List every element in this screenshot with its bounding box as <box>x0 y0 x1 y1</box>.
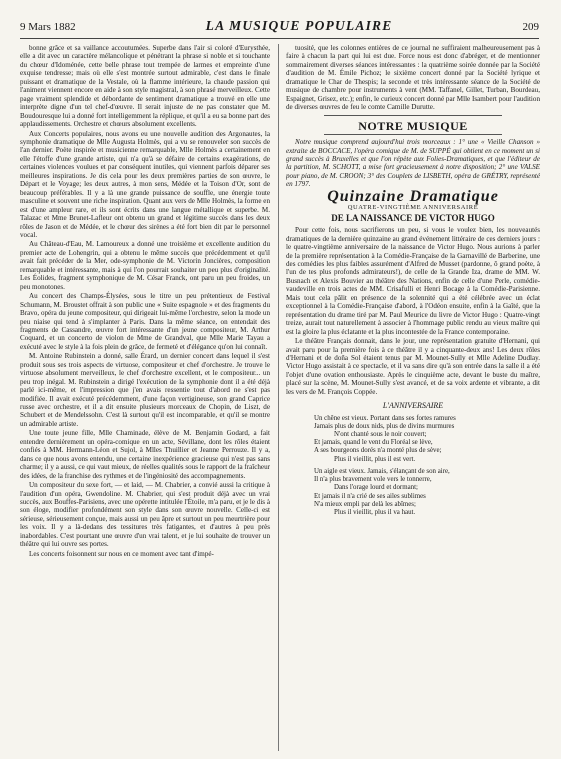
journal-title: LA MUSIQUE POPULAIRE <box>205 18 393 33</box>
left-paragraph: Au concert des Champs-Élysées, sous le titre un peu prétentieux de Festival Schumann, M. Broustet offrait à son public une « Suite espagnole » et des fragments du Bravo, opéra du jeune compositeur, qui dirigeait lui-même l'orchestre, selon la mode un peu niaise qui tend à s'implanter à Paris. Dans la même séance, on entendait des fragments de Cassandre, œuvre fort intéressante d'un jeune compositeur, M. Arthur Coquard, et un concerto de violon de Mme de Grandval, que Mlle Marie Tayau a exécuté avec le style à la fois plein de grâce, de fermeté et d'élégance qu'on lui connaît. <box>20 292 270 351</box>
quinzaine-heading: DE LA NAISSANCE DE VICTOR HUGO <box>331 212 495 223</box>
poem-line: Un chêne est vieux. Portant dans ses fortes ramures <box>314 414 456 422</box>
quinzaine-title: Quinzaine Dramatique <box>327 187 499 205</box>
left-paragraph: Les concerts foisonnent sur nous en ce moment avec tant d'impé- <box>29 549 214 558</box>
left-column <box>20 44 270 751</box>
page-header <box>20 18 539 39</box>
left-paragraph: Aux Concerts populaires, nous avons eu une nouvelle audition des Argonautes, la symphonie dramatique de Mlle Augusta Holmès, qui a vu se renouveler son succès de l'an dernier. Poète inspirée et musicienne remarquable, Mlle Holmès a certainement en elle l'étoffe d'une grande artiste, qui n'a qu'à se défaire de certains exagérations, de certaines violences voulues et par conséquent inutiles, qui viennent parfois déparer ses meilleures inspirations. Je dis cela pour les deux premières parties de son œuvre, le Départ et le Voyage; les deux autres, à mon sens, Médée et la Toison d'Or, sont de beaucoup préférables. Il y a là une grande puissance de souffle, une énergie toute masculine et souvent une riche inspiration. Quant aux vers de Mlle Holmès, la forme en est d'une ampleur rare, et ils sont écrits dans une langue métallique et superbe. M. Talazac et Mme Brunet-Lafleur ont obtenu un grand et légitime succès dans les deux rôles de Jason et de Médée, et le chœur des sirènes a été fort bien dit par le personnel vocal. <box>20 129 270 239</box>
poem-line: Il n'a plus bravement vole vers le tonnerre, <box>314 476 432 484</box>
issue-date: 9 Mars 1882 <box>20 21 76 33</box>
section-divider <box>324 134 502 135</box>
left-paragraph: bonne grâce et sa vaillance accoutumées. Superbe dans l'air si coloré d'Eurysthée, elle a dit avec un caractère mélancolique et pénétrant la phrase si noble et si touchante du chœur d'Idoménée, cette belle phrase tout trempée de larmes et empreinte d'une exquise tendresse; mais où elle s'est montrée surtout admirable, c'est dans le finale puissant et dramatique de la Vestale, où la flamme intérieure, la chaude passion qui l'animent viennent encore en aide à son style magistral, à son phrasé merveilleux. Cette page vraiment splendide et débordante de sentiment dramatique a trouvé en elle une interprète digne d'un tel chef-d'œuvre. Il serait injuste de ne pas constater que M. Boudouresque lui a donné fort intelligemment la réplique, et qu'il a eu sa bonne part des applaudissements. Orchestre et chœurs absolument excellents. <box>20 44 270 129</box>
poem-stanza <box>314 468 540 517</box>
page-number: 209 <box>522 21 539 33</box>
poem-line: N'ont chanté sous le noir couvert; <box>334 431 427 439</box>
poem-line: N'a mieux empli par delà les abîmes; <box>314 500 416 508</box>
poem-line: Plus il vieillit, plus il est vert. <box>334 455 416 463</box>
column-divider <box>278 44 279 751</box>
poem-line: Et jamais il n'a crié de ses ailes sublimes <box>314 492 426 500</box>
left-paragraph: Une toute jeune fille, Mlle Chaminade, élève de M. Benjamin Godard, a fait entendre dernièrement un opéra-comique en un acte, Sévillane, dont les rôles étaient confiés à MM. Hermann-Léon et Sujol, à Mlles Thuillier et Jeanne Perrouze. Il y a, dans ce que nous avons entendu, une certaine inexpérience gracieuse qui n'est pas sans charme; il y a aussi, ce qui vaut mieux, de réelles qualités sous le rapport de la fraîcheur des idées, de la franchise des rythmes et de l'ingéniosité des accompagnements. <box>20 429 270 480</box>
notre-musique-title: NOTRE MUSIQUE <box>358 118 468 133</box>
poem-line: A ses bourgeons dorés n'a monté plus de sève; <box>314 447 442 455</box>
left-paragraph: Un compositeur du sexe fort, — et laid, — M. Chabrier, a convié aussi la critique à l'audition d'un opéra, Gwendoline. M. Chabrier, qui s'est produit déjà avec un vrai succès, aux Bouffes-Parisiens, avec une opérette intitulée l'Étoile, m'a paru, et je le dis à son éloge, modifier profondément son style dans son œuvre nouvelle. Celle-ci est sérieuse, sérieusement conçue, mais aussi un peu âpre et surtout un peu meurtrière pour les voix. Il y a là-dedans des tessitures très fatigantes, et d'autres à peu près inabordables. C'est pourtant une œuvre d'un vrai talent, et je lui souhaite de trouver un théâtre qui lui ouvre ses portes. <box>20 481 270 549</box>
section-divider <box>324 115 502 116</box>
right-column <box>286 44 540 751</box>
quinzaine-paragraph: Le théâtre Français donnait, dans le jour, une représentation gratuite d'Hernani, qui avait paru pour la première fois à ce théâtre il y a cinquante-deux ans! Les deux rôles d'Hernani et de doña Sol étaient tenus par M. Mounet-Sully et Mlle Adeline Dudlay. Victor Hugo assistait à ce spectacle, et il va sans dire qu'à son entrée dans la salle il a été l'objet d'une ovation enthousiaste. Après le cinquième acte, devant le buste du maître, placé sur la scène, M. Mounet-Sully s'est avancé, et de sa voix ardente et vibrante, a dit les vers de M. François Coppée. <box>286 337 540 396</box>
poem-stanza <box>314 415 540 464</box>
left-paragraph: M. Antoine Rubinstein a donné, salle Érard, un dernier concert dans lequel il s'est produit sous ses trois aspects de virtuose, compositeur et chef d'orchestre. Je trouve le virtuose absolument merveilleux, le chef d'orchestre excellent, et le compositeur... un peu trop inégal. M. Rubinstein a dirigé l'exécution de la symphonie dont il a été déjà parlé ici-même, et l'impression que j'en avais ressentie tout d'abord ne s'est pas modifiée. Il avait exécuté précédemment, d'une façon vertigineuse, son grand Caprice russe avec orchestre, et il a dit ensuite plusieurs morceaux de Chopin, de Liszt, de Schubert et de Mendelssohn. C'est là surtout qu'il est incomparable, et qu'il se montre un admirable artiste. <box>20 352 270 428</box>
notre-musique-text: Notre musique comprend aujourd'hui trois morceaux : 1° une « Vieille Chanson » extraite de BOCCACE, l'opéra comique de M. de SUPPÉ qui obtient en ce moment un si grand succès à Bruxelles et que l'on répète aux Folies-Dramatiques, et que l'éditeur de la partition, M. SCHOTT, a mise fort gracieusement à notre disposition; 2° une VALSE pour piano, de M. CROON; 3° des Couplets de LISBETH, opéra de GRÉTRY, représenté en 1797. <box>286 138 540 189</box>
poem <box>314 415 540 517</box>
quinzaine-subtitle: QUATRE-VINGTIÈME ANNIVERSAIRE <box>347 204 479 212</box>
right-intro-paragraph: tuosité, que les colonnes entières de ce journal ne suffiraient malheureusement pas à faire à chacun la part qui lui est due. Force nous est donc d'abréger, et de mentionner sommairement diverses séances intéressantes : la quatrième soirée donnée par la Société d'audition de M. Émile Pichoz; le sixième concert donné par la Société lyrique et dramatique le Char de Thespis; la seconde et très intéressante séance de la Société de musique de chambre pour instruments à vent (MM. Taffanel, Gillet, Turban, Bourdeau, Espaignet, Grisez, etc.); enfin, le curieux concert donné par Mlle Isambert pour l'audition de diverses œuvres de feu le comte Camille Durutte. <box>286 44 540 112</box>
quinzaine-paragraph: Pour cette fois, nous sacrifierons un peu, si vous le voulez bien, les nouveautés dramatiques de la dernière quinzaine au grand événement littéraire de ces derniers jours : le quatre-vingtième anniversaire de la naissance de Victor Hugo. Nous aurions à parler de la première représentation à la Comédie-Française de la Garnavillé de Barberine, une des comédies les plus faibles assurément d'Alfred de Musset (pardonne, ô grand poète, à l'un de tes plus profonds admirateurs!), de celle de la Grande Iza, drame de MM. W. Busnach et Alexis Bouvier au théâtre des Nations, enfin de celle d'une Perle, comédie-vaudeville en trois actes de MM. Crisafulli et Henri Bocage à la Comédie-Parisienne. Mais tout cela pâlit en présence de la solennité qui a été célébrée avec un éclat exceptionnel à la Comédie-Française d'abord, à l'Odéon ensuite, enfin à la Gaîté, que la représentation du drame tiré par M. Paul Meurice du livre de Victor Hugo : Quatre-vingt treize, aurait tout naturellement à associer à l'hommage public rendu au vieux maître qui est la gloire la plus éclatante et la plus incontestée de la France contemporaine. <box>286 226 540 336</box>
poem-title: L'ANNIVERSAIRE <box>382 401 444 411</box>
poem-line: Dans l'orage lourd et dormant; <box>334 484 418 492</box>
poem-line: Jamais plus de doux nids, plus de divins murmures <box>314 422 455 430</box>
poem-line: Plus il vieillit, plus il va haut. <box>334 508 416 516</box>
poem-line: Et jamais, quand le vent du Floréal se lève, <box>314 439 433 447</box>
left-paragraph: Au Château-d'Eau, M. Lamoureux a donné une troisième et excellente audition du premier acte de Lohengrin, qui a obtenu le même succès que précédemment et qu'il avait fait précéder de la Mer, ode-symphonie de M. Victorin Joncières, composition remarquable et intéressante, mais à qui l'on pourrait souhaiter un peu plus d'originalité. Les Éolides, fragment symphonique de M. César Franck, ont paru un peu froides, un peu monotones. <box>20 240 270 291</box>
poem-line: Un aigle est vieux. Jamais, s'élançant de son aire, <box>314 467 450 475</box>
